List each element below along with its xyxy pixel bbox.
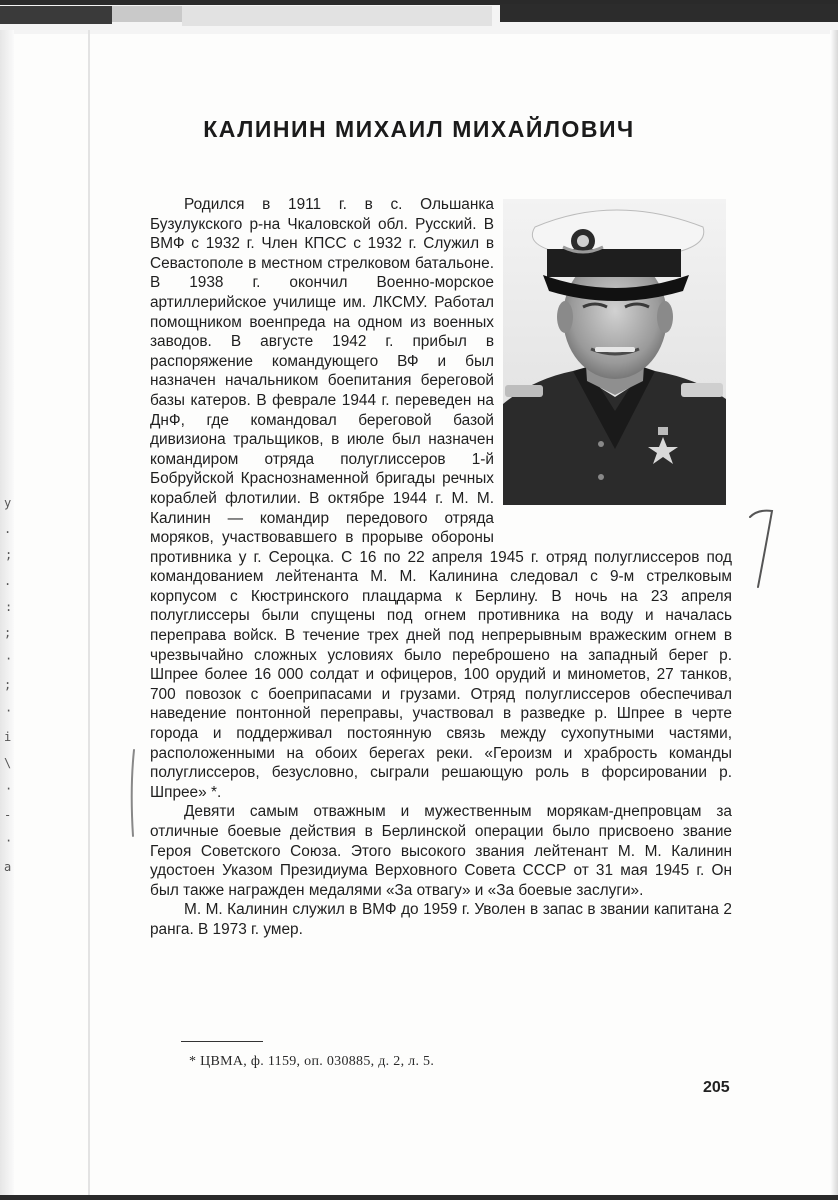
footnote-separator (181, 1041, 263, 1042)
margin-mark: · (5, 652, 13, 666)
margin-mark: . (4, 522, 12, 536)
margin-mark: · (5, 782, 13, 796)
photo-spacer (494, 195, 732, 535)
margin-mark: . (4, 574, 12, 588)
scan-right-edge (830, 30, 838, 1200)
margin-mark: ; (4, 626, 12, 640)
pencil-margin-line (124, 748, 142, 838)
scan-top-edge (0, 0, 838, 34)
margin-mark: : (5, 600, 13, 614)
margin-mark: ; (5, 548, 13, 562)
margin-mark: ; (4, 678, 12, 692)
margin-mark: \ (4, 756, 12, 770)
page-fold-line (88, 30, 90, 1200)
margin-mark: i (4, 730, 12, 744)
page-title: КАЛИНИН МИХАИЛ МИХАЙЛОВИЧ (203, 116, 635, 142)
paragraph: М. М. Калинин служил в ВМФ до 1959 г. Уволен в запас в звании капитана 2 ранга. В 1973 г. умер. (150, 901, 732, 938)
biography-text (150, 195, 732, 940)
paragraph: Девяти самым отважным и мужественным морякам-днепровцам за отличные боевые действия в Берлинской операции было присвоено звание Героя Советского Союза. Этого высокого звания лейтенант М. М. Калинин удостоен Указом Президиума Верховного Совета СССР от 31 мая 1945 г. Он был также награжден медалями «За отвагу» и «За боевые заслуги». (150, 803, 732, 899)
margin-mark: у (4, 496, 12, 510)
handwritten-seven-mark (744, 505, 778, 591)
paragraph: Родился в 1911 г. в с. Ольшанка Бузулукского р-на Чкаловской обл. Русский. В ВМФ с 1932 г. Член КПСС с 1932 г. Служил в Севастополе в местном стрелковом батальоне. В 1938 г. окончил Военно-морское артиллерийское училище им. ЛКСМУ. Работал помощником военпреда на одном из военных заводов. В августе 1942 г. прибыл в распоряжение командующего ВФ и был назначен начальником боепитания береговой базы катеров. В феврале 1944 г. переведен на ДнФ, где командовал береговой базой дивизиона тральщиков, в июле был назначен командиром отряда полуглиссеров 1-й Бобруйской Краснознаменной бригады речных кораблей флотилии. В октябре 1944 г. М. М. Калинин — командир передового отряда моряков, участвовавшего в прорыве обороны противника у г. Сероцка. С 16 по 22 апреля 1945 г. отряд полуглиссеров под командованием лейтенанта М. М. Калинина следовал с 9-м стрелковым корпусом с Кюстринского плацдарма к Берлину. В ночь на 23 апреля полуглиссеры были спущены под огнем противника на воду и началась переправа войск. В течение трех дней под непрерывным вражеским огнем в чрезвычайно сложных условиях было переброшено на западный берег р. Шпрее более 16 000 солдат и офицеров, 100 орудий и минометов, 27 танков, 700 повозок с боеприпасами и грузами. Отряд полуглиссеров обеспечивал наведение понтонной переправы, участвовал в разведке р. Шпрее в черте города и поддерживал постоянную связь между сухопутными частями, расположенными на обоих берегах реки. «Героизм и храбрость команды полуглиссеров, безусловно, сыграли решающую роль в форсировании р. Шпрее» *. (150, 196, 732, 801)
margin-mark: а (4, 860, 12, 874)
page-number: 205 (703, 1079, 730, 1096)
margin-mark: · (5, 834, 13, 848)
footnote: * ЦВМА, ф. 1159, оп. 030885, д. 2, л. 5. (189, 1054, 435, 1069)
margin-mark: · (5, 704, 13, 718)
margin-mark: - (4, 808, 12, 822)
scan-bottom-edge (0, 1195, 838, 1200)
left-margin-marks (0, 490, 12, 880)
